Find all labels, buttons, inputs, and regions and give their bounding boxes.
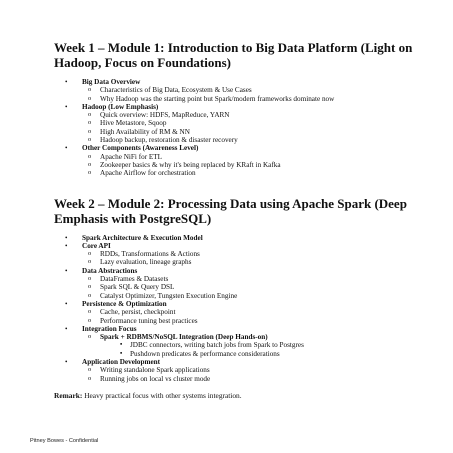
list-item-text: Hadoop backup, restoration & disaster recovery xyxy=(100,136,238,145)
sublist xyxy=(82,86,424,103)
bullet-square: ▪ xyxy=(120,341,123,349)
module1-title: Week 1 – Module 1: Introduction to Big Data Platform (Light on Hadoop, Focus on Foundations) xyxy=(54,40,413,70)
module2-section-app-dev xyxy=(54,358,424,383)
list-item-text: Apache NiFi for ETL xyxy=(100,152,163,161)
bullet-circle: o xyxy=(88,152,92,160)
list-item-text: Cache, persist, checkpoint xyxy=(100,308,176,317)
list-item xyxy=(82,111,424,119)
list-item-text: Apache Airflow for orchestration xyxy=(100,169,196,178)
bullet-dot: • xyxy=(65,233,68,242)
bullet-dot: • xyxy=(65,266,68,275)
module2-list xyxy=(54,234,424,383)
list-item xyxy=(82,136,424,144)
bullet-circle: o xyxy=(88,374,92,382)
list-item xyxy=(82,308,424,316)
list-item xyxy=(82,128,424,136)
list-item xyxy=(82,161,424,169)
bullet-circle: o xyxy=(88,333,92,341)
list-item xyxy=(82,86,424,94)
bullet-dot: • xyxy=(65,324,68,333)
list-item xyxy=(100,350,424,358)
sublist xyxy=(82,333,424,358)
module1-list xyxy=(54,78,424,178)
list-item-text: DataFrames & Datasets xyxy=(100,275,169,284)
list-item-text: Quick overview: HDFS, MapReduce, YARN xyxy=(100,111,230,120)
bullet-circle: o xyxy=(88,366,92,374)
section-heading: Application Development xyxy=(82,358,161,367)
list-item-text: JDBC connectors, writing batch jobs from Spark to Postgres xyxy=(130,341,304,350)
list-item-text: Hive Metastore, Sqoop xyxy=(100,119,167,128)
module2-section-core-api xyxy=(54,242,424,267)
list-item xyxy=(82,169,424,177)
list-item-text: Zookeeper basics & why it's being replaced by KRaft in Kafka xyxy=(100,160,281,169)
bullet-circle: o xyxy=(88,169,92,177)
list-item-text: High Availability of RM & NN xyxy=(100,127,190,136)
list-item xyxy=(82,333,424,358)
list-item-text: Writing standalone Spark applications xyxy=(100,366,210,375)
remark-text: Heavy practical focus with other systems integration. xyxy=(84,390,242,400)
list-item-text: Why Hadoop was the starting point but Spark/modern frameworks dominate now xyxy=(100,94,335,103)
module1-section-hadoop xyxy=(54,103,424,144)
section-heading: Big Data Overview xyxy=(82,78,141,86)
list-item xyxy=(82,317,424,325)
sublist xyxy=(82,308,424,325)
bullet-dot: • xyxy=(65,102,68,111)
list-item xyxy=(82,292,424,300)
bullet-circle: o xyxy=(88,111,92,119)
sublist xyxy=(82,111,424,144)
bullet-circle: o xyxy=(88,119,92,127)
remark-label: Remark: xyxy=(54,390,83,400)
module2-section-integration xyxy=(54,325,424,358)
bullet-circle: o xyxy=(88,127,92,135)
sublist xyxy=(82,153,424,178)
list-item-text: Performance tuning best practices xyxy=(100,316,198,325)
list-item xyxy=(82,153,424,161)
list-item-text: Spark SQL & Query DSL xyxy=(100,283,175,292)
bullet-circle: o xyxy=(88,275,92,283)
sublist xyxy=(82,366,424,383)
list-item xyxy=(82,95,424,103)
document-content xyxy=(54,40,424,400)
bullet-circle: o xyxy=(88,283,92,291)
bullet-circle: o xyxy=(88,308,92,316)
bullet-square: ▪ xyxy=(120,349,123,357)
section-heading: Hadoop (Low Emphasis) xyxy=(82,102,159,111)
bullet-dot: • xyxy=(65,144,68,153)
module1-section-other-components xyxy=(54,144,424,177)
bullet-circle: o xyxy=(88,316,92,324)
bullet-dot: • xyxy=(65,241,68,250)
bullet-dot: • xyxy=(65,358,68,367)
module2-section-architecture xyxy=(54,234,424,242)
bullet-dot: • xyxy=(65,299,68,308)
bullet-circle: o xyxy=(88,291,92,299)
bullet-dot: • xyxy=(65,78,68,86)
bullet-circle: o xyxy=(88,136,92,144)
list-item xyxy=(82,283,424,291)
list-item-text: Catalyst Optimizer, Tungsten Execution Engine xyxy=(100,291,238,300)
section-heading: Other Components (Awareness Level) xyxy=(82,144,199,153)
list-item xyxy=(82,250,424,258)
section-heading: Data Abstractions xyxy=(82,266,138,275)
list-item xyxy=(82,258,424,266)
bullet-circle: o xyxy=(88,160,92,168)
list-item-text: Characteristics of Big Data, Ecosystem & Use Cases xyxy=(100,86,252,95)
remark xyxy=(54,391,424,400)
section-heading: Integration Focus xyxy=(82,324,137,333)
bullet-circle: o xyxy=(88,86,92,94)
sub-sublist xyxy=(100,341,424,358)
section-heading: Spark Architecture & Execution Model xyxy=(82,233,203,242)
list-item xyxy=(82,275,424,283)
list-item-text: Pushdown predicates & performance considerations xyxy=(130,349,280,358)
list-item-text: Running jobs on local vs cluster mode xyxy=(100,374,211,383)
list-item-text: RDDs, Transformations & Actions xyxy=(100,250,200,259)
section-heading: Persistence & Optimization xyxy=(82,299,167,308)
module1-section-big-data-overview xyxy=(54,78,424,103)
list-item xyxy=(82,119,424,127)
list-item-text: Spark + RDBMS/NoSQL Integration (Deep Hands-on) xyxy=(100,333,268,342)
footer-confidential: Pitney Bowes - Confidential xyxy=(30,438,99,444)
list-item xyxy=(82,366,424,374)
bullet-circle: o xyxy=(88,94,92,102)
bullet-circle: o xyxy=(88,250,92,258)
list-item xyxy=(100,341,424,349)
list-item xyxy=(82,375,424,383)
section-heading: Core API xyxy=(82,241,111,250)
module2-section-persistence xyxy=(54,300,424,325)
sublist xyxy=(82,250,424,267)
bullet-circle: o xyxy=(88,258,92,266)
sublist xyxy=(82,275,424,300)
module2-section-data-abstractions xyxy=(54,267,424,300)
module2-title: Week 2 – Module 2: Processing Data using Apache Spark (Deep Emphasis with PostgreSQL) xyxy=(54,195,407,226)
list-item-text: Lazy evaluation, lineage graphs xyxy=(100,258,192,267)
